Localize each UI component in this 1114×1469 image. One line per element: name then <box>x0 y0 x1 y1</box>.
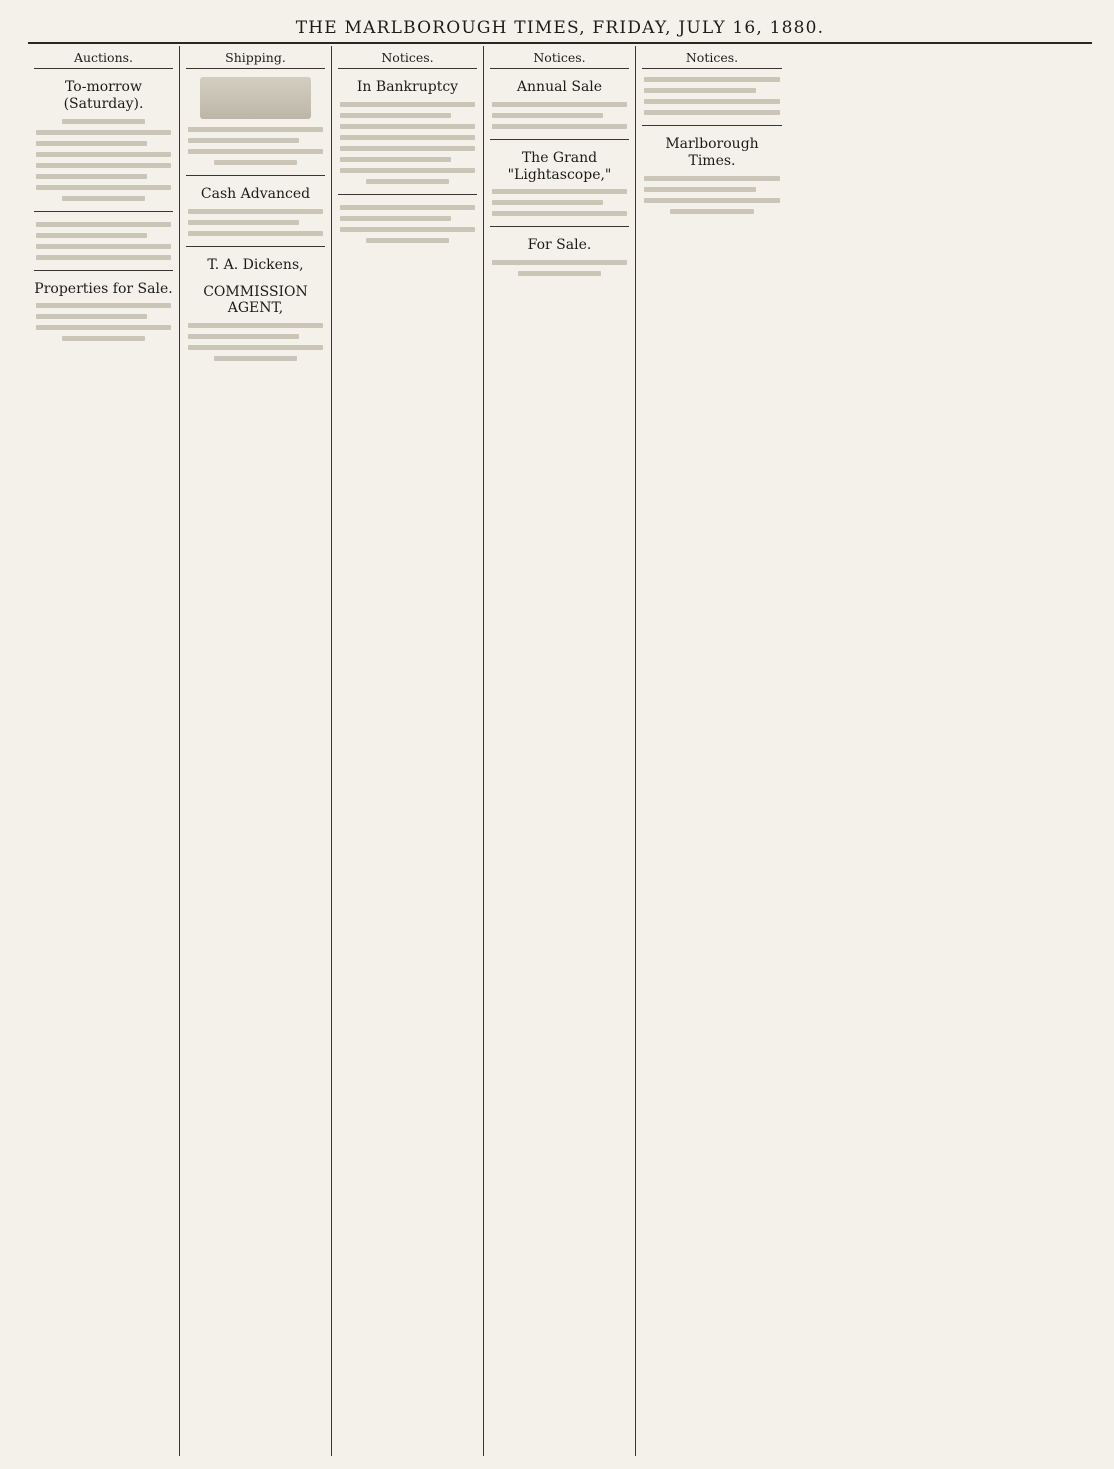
commission-agent-heading: COMMISSION AGENT, <box>203 283 308 317</box>
lightscope-heading: The Grand "Lightascope," <box>507 149 612 183</box>
properties-heading: Properties for Sale. <box>34 280 173 297</box>
column-notices-2 <box>484 46 636 1456</box>
annual-sale-heading: Annual Sale <box>516 79 603 95</box>
paper-title: Marlborough Times. <box>665 136 759 169</box>
cash-advanced-heading: Cash Advanced <box>200 186 311 202</box>
divider <box>490 226 629 227</box>
column-heading: Auctions. <box>34 46 173 69</box>
column-heading: Notices. <box>490 46 629 69</box>
masthead-title: THE MARLBOROUGH TIMES, FRIDAY, JULY 16, 1880. <box>295 18 825 38</box>
column-auctions <box>28 46 180 1456</box>
divider <box>186 246 325 247</box>
divider <box>490 139 629 140</box>
divider <box>34 211 173 212</box>
for-sale-heading: For Sale. <box>527 237 592 254</box>
divider <box>186 175 325 176</box>
masthead-rule <box>28 42 1092 44</box>
column-notices-1 <box>332 46 484 1456</box>
column-shipping <box>180 46 332 1456</box>
column-heading: Shipping. <box>186 46 325 69</box>
bankruptcy-heading: In Bankruptcy <box>356 79 459 95</box>
divider <box>338 194 477 195</box>
dickens-heading: T. A. Dickens, <box>207 256 304 273</box>
ship-illustration <box>200 77 311 119</box>
column-notices-3 <box>636 46 788 1456</box>
divider <box>34 270 173 271</box>
column-heading: Notices. <box>642 46 782 69</box>
divider <box>642 125 782 126</box>
auction-sale-heading: To-morrow (Saturday). <box>63 79 144 112</box>
column-heading: Notices. <box>338 46 477 69</box>
page-columns <box>28 46 1092 1456</box>
